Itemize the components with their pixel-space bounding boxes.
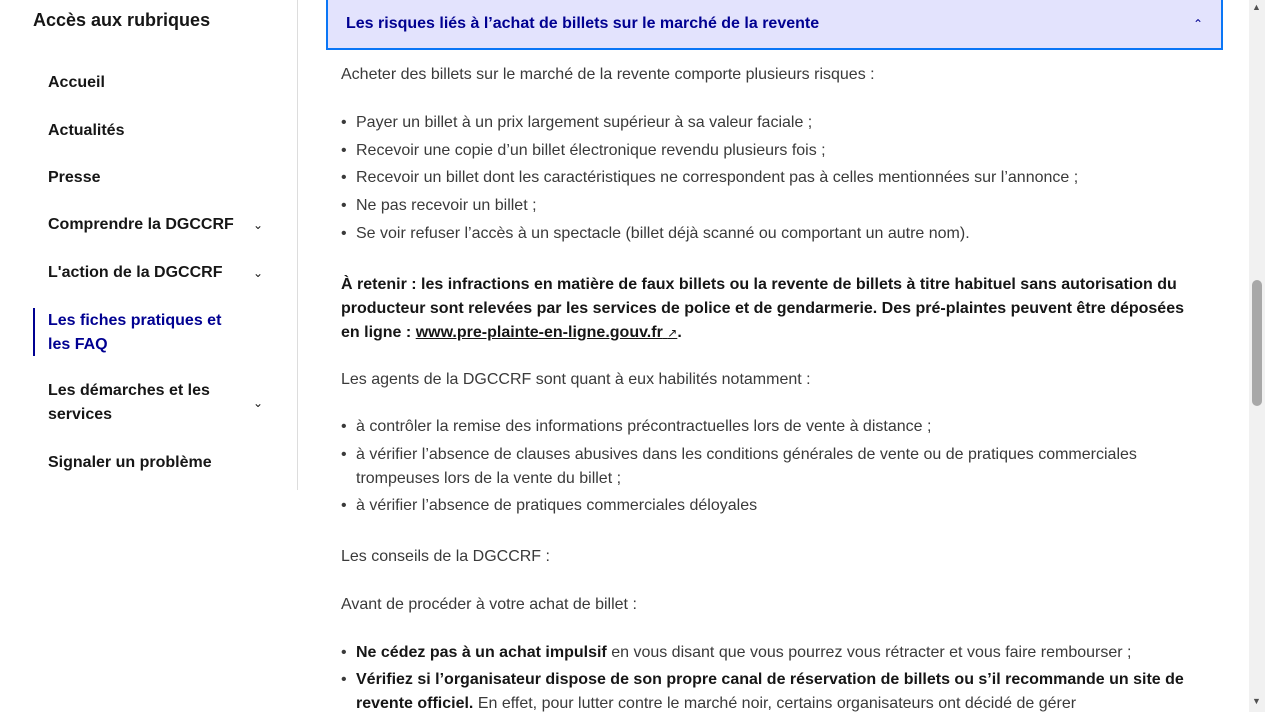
conseils-heading: Les conseils de la DGCCRF : (341, 548, 550, 565)
sidebar-title: Accès aux rubriques (33, 10, 211, 30)
main-content (326, 0, 1223, 712)
retenir-text: À retenir : les infractions en matière de faux billets ou la revente de billets à titre habituel sans autorisation du producteur sont relevées par les services de police et de gendarmerie. Des pré-plaintes peuvent être déposées en ligne : (341, 276, 1184, 341)
sidebar-item-presse[interactable] (48, 166, 263, 190)
accordion-title: Les risques liés à l’achat de billets sur le marché de la revente (346, 15, 820, 32)
list-item: • à contrôler la remise des informations précontractuelles lors de vente à distance ; (341, 415, 1201, 439)
list-item: • Recevoir un billet dont les caractéristiques ne correspondent pas à celles mentionnées sur l’annonce ; (341, 166, 1201, 190)
sidebar-nav (0, 0, 298, 490)
sidebar-item-action[interactable] (48, 261, 263, 285)
sidebar-item-label: L'action de la DGCCRF (48, 264, 223, 281)
chevron-down-icon: ⌄ (252, 396, 263, 410)
avant-paragraph: Avant de procéder à votre achat de billet : (341, 596, 637, 613)
sidebar-item-fiches-pratiques[interactable] (48, 309, 248, 357)
tip-text: En effet, pour lutter contre le marché noir, certains organisateurs ont décidé de gérer (473, 695, 1077, 712)
list-item: • Se voir refuser l’accès à un spectacle (billet déjà scanné ou comportant un autre nom). (341, 222, 1201, 246)
agents-intro: Les agents de la DGCCRF sont quant à eux habilités notamment : (341, 371, 811, 388)
sidebar-item-signaler[interactable] (48, 451, 263, 475)
pre-plainte-link[interactable]: www.pre-plainte-en-ligne.gouv.fr ↗ (415, 324, 678, 341)
page-scrollbar[interactable] (1249, 0, 1265, 712)
sidebar-item-label: Les démarches et les services (48, 382, 210, 423)
active-indicator (33, 308, 35, 356)
scroll-down-icon[interactable]: ▼ (1252, 696, 1261, 706)
list-item: • à vérifier l’absence de pratiques commerciales déloyales (341, 494, 1201, 518)
external-link-icon: ↗ (667, 326, 678, 340)
sidebar-item-actualites[interactable] (48, 119, 263, 143)
scroll-thumb[interactable] (1252, 280, 1262, 406)
sidebar-item-accueil[interactable] (48, 71, 263, 95)
retenir-paragraph: À retenir : les infractions en matière de faux billets ou la revente de billets à titre habituel sans autorisation du producteur sont relevées par les services de police et de gendarmerie. Des pré-plaintes peuvent être déposées en ligne : www.pre-plainte-en-ligne.gouv.fr ↗. (341, 276, 1184, 341)
sidebar-item-label: Comprendre la DGCCRF (48, 216, 234, 233)
tip-bold: Vérifiez si l’organisateur dispose de son propre canal de réservation de billets ou s’il recommande un site de revente officiel. (356, 671, 1184, 712)
list-item (341, 668, 1201, 712)
list-item: • à vérifier l’absence de clauses abusives dans les conditions générales de vente ou de pratiques commerciales trompeuses lors de la vente du billet ; (341, 443, 1201, 491)
sidebar-item-label: Les fiches pratiques et les FAQ (48, 312, 222, 353)
sidebar-item-label: Presse (48, 169, 101, 186)
sidebar-item-comprendre[interactable] (48, 213, 263, 237)
scroll-up-icon[interactable]: ▲ (1252, 2, 1261, 12)
chevron-up-icon: ⌃ (1192, 17, 1203, 31)
chevron-down-icon: ⌄ (252, 218, 263, 232)
list-item: • Ne pas recevoir un billet ; (341, 194, 1201, 218)
sidebar-item-label: Signaler un problème (48, 454, 212, 471)
sidebar-item-demarches[interactable] (48, 379, 263, 427)
accordion-header[interactable] (326, 0, 1223, 50)
chevron-down-icon: ⌄ (252, 266, 263, 280)
list-item: • Recevoir une copie d’un billet électronique revendu plusieurs fois ; (341, 139, 1201, 163)
tip-text: en vous disant que vous pourrez vous rétracter et vous faire rembourser ; (606, 644, 1132, 661)
sidebar-item-label: Actualités (48, 122, 125, 139)
list-item (341, 641, 1201, 665)
list-item: • Payer un billet à un prix largement supérieur à sa valeur faciale ; (341, 111, 1201, 135)
sidebar-item-label: Accueil (48, 74, 105, 91)
intro-paragraph: Acheter des billets sur le marché de la revente comporte plusieurs risques : (341, 66, 875, 83)
tip-bold: Ne cédez pas à un achat impulsif (356, 644, 607, 661)
